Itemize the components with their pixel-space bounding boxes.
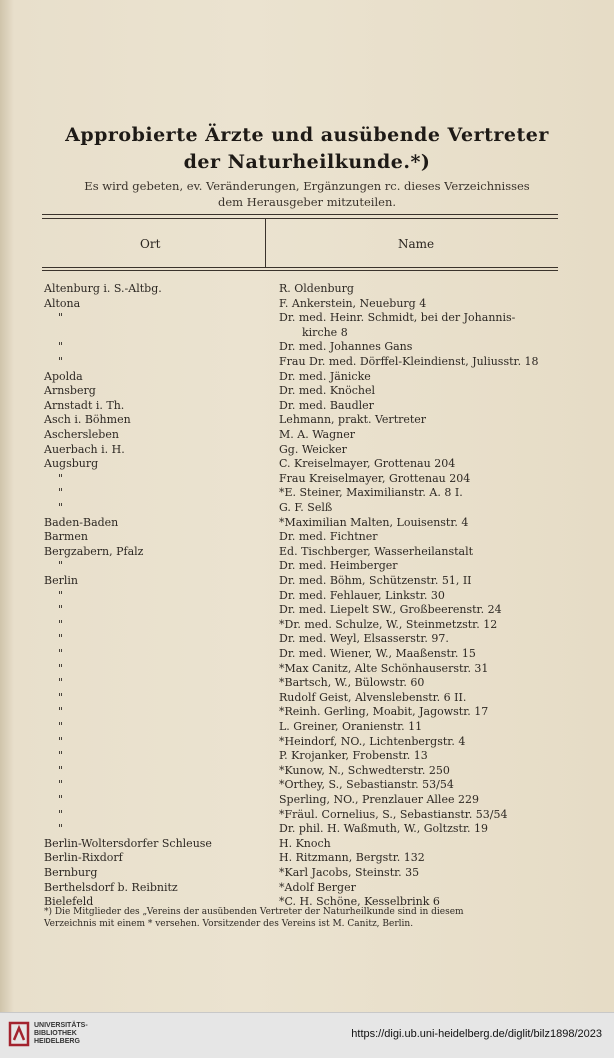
row-ort: Arnsberg [44,384,96,398]
page-title-line1: Approbierte Ärzte und ausübende Vertreter [65,124,549,146]
table-row [0,822,614,836]
table-row [0,837,614,851]
row-name: *C. H. Schöne, Kesselbrink 6 [279,895,440,909]
footnote-line2: Verzeichnis mit einem * versehen. Vorsitzender des Vereins ist M. Canitz, Berlin. [44,919,414,929]
row-name: Dr. med. Liepelt SW., Großbeerenstr. 24 [279,603,502,617]
row-name: *Max Canitz, Alte Schönhauserstr. 31 [279,661,489,675]
permalink-url[interactable]: https://digi.ub.uni-heidelberg.de/diglit/bilz1898/2023 [351,1028,602,1040]
table-row [0,530,614,544]
table-row [0,559,614,573]
row-name: Dr. med. Johannes Gans [279,340,413,354]
row-ort: " [58,617,64,631]
row-name: Dr. med. Fehlauer, Linkstr. 30 [279,588,445,602]
subtitle-line2: dem Herausgeber mitzuteilen. [217,195,397,209]
library-name-line2: BIBLIOTHEK [34,1030,77,1037]
table-row [0,632,614,646]
row-ort: Aschersleben [44,428,119,441]
row-name: *Maximilian Malten, Louisenstr. 4 [279,515,469,529]
row-ort: " [58,647,64,660]
row-name: *Fräul. Cornelius, S., Sebastianstr. 53/54 [279,807,508,821]
row-ort: " [58,340,64,354]
row-name: *Orthey, S., Sebastianstr. 53/54 [279,778,454,792]
row-ort: " [58,720,64,733]
row-name: G. F. Selß [279,501,333,514]
row-name: *Karl Jacobs, Steinstr. 35 [279,866,420,879]
row-name: L. Greiner, Oranienstr. 11 [279,720,423,733]
row-ort: " [58,603,64,617]
library-logo-icon[interactable] [8,1020,30,1048]
row-ort: Berthelsdorf b. Reibnitz [44,880,178,894]
row-ort: " [58,355,64,368]
table-row [0,851,614,865]
table-row [0,472,614,486]
library-name-line3: HEIDELBERG [34,1038,80,1045]
row-name: Frau Dr. med. Dörffel-Kleindienst, Juliusstr. 18 [279,355,539,368]
row-ort: Apolda [44,369,83,383]
table-row [0,778,614,792]
row-ort: " [58,676,64,690]
table-row [0,618,614,632]
table-row [0,866,614,880]
table-row [0,297,614,311]
footnote-line1: *) Die Mitglieder des „Vereins der ausübenden Vertreter der Naturheilkunde sind in diesem [44,907,464,917]
row-name: H. Knoch [279,836,331,850]
row-name: Gg. Weicker [279,442,347,456]
table-row [0,399,614,413]
row-name: Dr. med. Böhm, Schützenstr. 51, II [279,574,472,587]
row-name: *Heindorf, NO., Lichtenbergstr. 4 [279,734,466,748]
table-row [0,340,614,354]
row-ort: " [58,749,64,763]
row-ort: " [58,807,64,821]
table-row [0,384,614,398]
row-name: Dr. med. Fichtner [279,530,378,544]
row-name: Sperling, NO., Prenzlauer Allee 229 [279,793,479,806]
header-bottom-rule [42,267,558,268]
row-ort: " [58,486,64,500]
row-ort: " [58,559,64,573]
table-row [0,574,614,588]
row-ort: Bernburg [44,866,98,879]
row-ort: Berlin [44,574,78,587]
row-name: H. Ritzmann, Bergstr. 132 [279,851,425,865]
row-name: Rudolf Geist, Alvenslebenstr. 6 II. [279,690,467,704]
page-title-line2: der Naturheilkunde.*) [183,151,431,173]
row-name: Ed. Tischberger, Wasserheilanstalt [279,544,474,558]
row-ort: " [58,705,64,719]
row-ort: " [58,778,64,792]
table-row [0,282,614,296]
table-row [0,355,614,369]
table-row [0,370,614,384]
row-ort: Arnstadt i. Th. [44,398,125,412]
row-ort: " [58,471,64,485]
library-name-line1: UNIVERSITÄTS- [34,1022,88,1029]
table-row [0,457,614,471]
table-row [0,720,614,734]
row-ort: Asch i. Böhmen [44,413,131,427]
row-ort: " [58,661,64,675]
table-row [0,735,614,749]
table-row [0,808,614,822]
row-ort: Auerbach i. H. [44,442,125,456]
table-row [0,443,614,457]
row-ort: " [58,311,64,325]
table-row [0,589,614,603]
header-divider [265,219,266,267]
row-name: Dr. med. Jänicke [279,369,371,383]
table-row [0,501,614,515]
table-row [0,662,614,676]
row-name: P. Krojanker, Frobenstr. 13 [279,749,428,763]
row-ort: Altona [44,296,81,310]
table-top-rule-inner [42,218,558,219]
table-row [0,749,614,763]
library-name[interactable] [34,1022,88,1046]
row-name: Frau Kreiselmayer, Grottenau 204 [279,471,471,485]
row-name: *Adolf Berger [279,880,356,894]
row-ort: " [58,822,64,836]
table-row [0,676,614,690]
table-row [0,326,614,340]
row-name: Dr. med. Wiener, W., Maaßenstr. 15 [279,647,476,660]
table-row [0,311,614,325]
row-name: Dr. phil. H. Waßmuth, W., Goltzstr. 19 [279,822,488,836]
row-name: Dr. med. Weyl, Elsasserstr. 97. [279,632,449,646]
table-row [0,428,614,442]
table-row [0,705,614,719]
table-row [0,516,614,530]
row-name: F. Ankerstein, Neueburg 4 [279,296,427,310]
row-name: M. A. Wagner [279,428,355,441]
row-name: *Dr. med. Schulze, W., Steinmetzstr. 12 [279,617,498,631]
row-ort: Baden-Baden [44,515,119,529]
table-row [0,486,614,500]
row-ort: " [58,588,64,602]
row-name: Lehmann, prakt. Vertreter [279,413,427,427]
row-name: *Reinh. Gerling, Moabit, Jagowstr. 17 [279,705,489,719]
row-ort: Barmen [44,530,88,544]
row-name: Dr. med. Knöchel [279,384,376,398]
table-top-rule [42,214,558,215]
row-ort: Altenburg i. S.-Altbg. [44,282,162,295]
row-name: *Kunow, N., Schwedterstr. 250 [279,763,450,777]
row-ort: " [58,690,64,704]
row-ort: " [58,763,64,777]
table-row [0,691,614,705]
column-header-ort: Ort [140,237,161,251]
row-ort: Berlin-Woltersdorfer Schleuse [44,836,212,850]
row-ort: Berlin-Rixdorf [44,851,123,865]
row-name: *E. Steiner, Maximilianstr. A. 8 I. [279,486,463,500]
table-row [0,647,614,661]
row-name: kirche 8 [302,325,348,339]
header-bottom-rule-inner [42,270,558,271]
table-row [0,881,614,895]
row-ort: " [58,501,64,514]
subtitle-line1: Es wird gebeten, ev. Veränderungen, Ergänzungen rc. dieses Verzeichnisses [84,179,530,193]
row-ort: " [58,734,64,748]
row-name: Dr. med. Baudler [279,398,374,412]
row-name: Dr. med. Heinr. Schmidt, bei der Johannis- [279,311,516,325]
row-name: *Bartsch, W., Bülowstr. 60 [279,676,425,690]
row-ort: " [58,793,64,806]
row-ort: " [58,632,64,646]
table-row [0,413,614,427]
row-ort: Bielefeld [44,895,94,909]
row-name: R. Oldenburg [279,282,354,295]
table-row [0,793,614,807]
column-header-name: Name [398,237,435,251]
row-name: C. Kreiselmayer, Grottenau 204 [279,457,456,471]
row-ort: Bergzabern, Pfalz [44,544,144,558]
row-ort: Augsburg [44,457,99,471]
table-row [0,545,614,559]
row-name: Dr. med. Heimberger [279,559,398,573]
table-row [0,764,614,778]
table-row [0,603,614,617]
